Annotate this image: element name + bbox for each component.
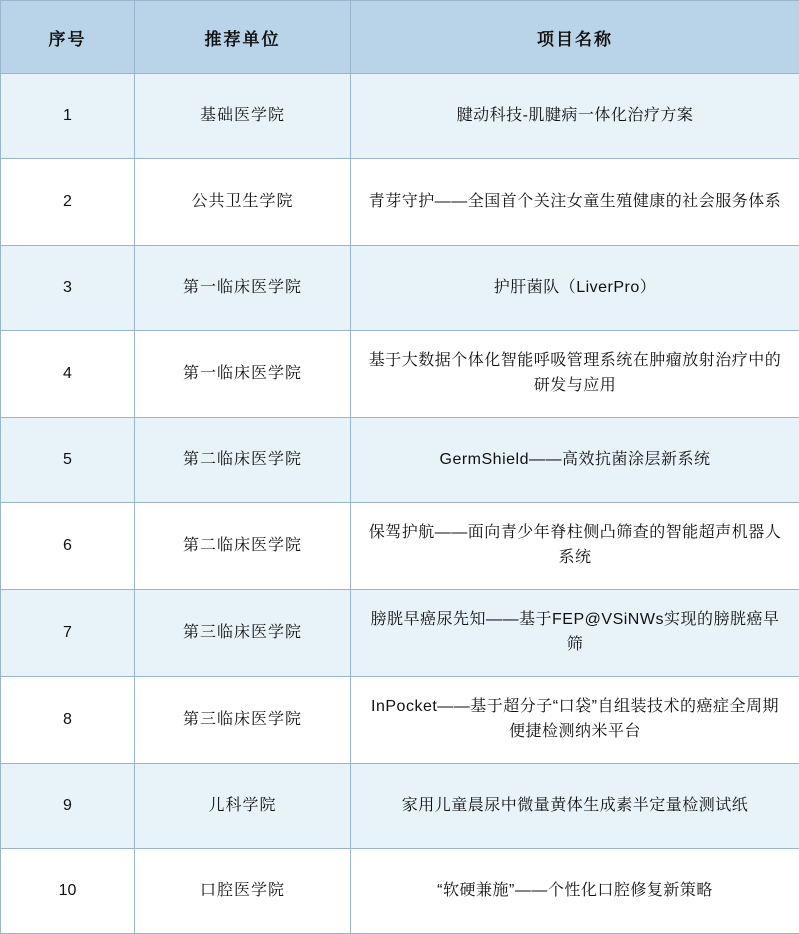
table-row	[1, 331, 799, 418]
column-header-name: 项目名称	[351, 1, 799, 74]
table-header-row	[1, 1, 799, 74]
cell-unit: 第二临床医学院	[135, 503, 351, 590]
table-row	[1, 159, 799, 246]
cell-project-name: 膀胱早癌尿先知——基于FEP@VSiNWs实现的膀胱癌早筛	[351, 590, 799, 677]
cell-unit: 第三临床医学院	[135, 677, 351, 764]
table-row	[1, 590, 799, 677]
table-row	[1, 74, 799, 159]
cell-unit: 公共卫生学院	[135, 159, 351, 246]
cell-project-name: 青芽守护——全国首个关注女童生殖健康的社会服务体系	[351, 159, 799, 246]
cell-unit: 口腔医学院	[135, 849, 351, 934]
cell-unit: 儿科学院	[135, 764, 351, 849]
cell-index: 7	[1, 590, 135, 677]
cell-unit: 第三临床医学院	[135, 590, 351, 677]
cell-unit: 第二临床医学院	[135, 418, 351, 503]
cell-index: 10	[1, 849, 135, 934]
cell-index: 2	[1, 159, 135, 246]
cell-index: 9	[1, 764, 135, 849]
cell-project-name: “软硬兼施”——个性化口腔修复新策略	[351, 849, 799, 934]
cell-project-name: 家用儿童晨尿中微量黄体生成素半定量检测试纸	[351, 764, 799, 849]
cell-index: 8	[1, 677, 135, 764]
cell-project-name: InPocket——基于超分子“口袋”自组装技术的癌症全周期便捷检测纳米平台	[351, 677, 799, 764]
column-header-index: 序号	[1, 1, 135, 74]
cell-project-name: 保驾护航——面向青少年脊柱侧凸筛查的智能超声机器人系统	[351, 503, 799, 590]
table-row	[1, 677, 799, 764]
cell-project-name: 护肝菌队（LiverPro）	[351, 246, 799, 331]
cell-index: 3	[1, 246, 135, 331]
cell-index: 6	[1, 503, 135, 590]
cell-unit: 第一临床医学院	[135, 246, 351, 331]
cell-unit: 第一临床医学院	[135, 331, 351, 418]
cell-project-name: 基于大数据个体化智能呼吸管理系统在肿瘤放射治疗中的研发与应用	[351, 331, 799, 418]
cell-project-name: GermShield——高效抗菌涂层新系统	[351, 418, 799, 503]
cell-index: 5	[1, 418, 135, 503]
table-row	[1, 764, 799, 849]
cell-unit: 基础医学院	[135, 74, 351, 159]
table-row	[1, 849, 799, 934]
table-row	[1, 246, 799, 331]
cell-index: 1	[1, 74, 135, 159]
cell-index: 4	[1, 331, 135, 418]
column-header-unit: 推荐单位	[135, 1, 351, 74]
table-header	[1, 1, 799, 74]
table-row	[1, 503, 799, 590]
table-row	[1, 418, 799, 503]
cell-project-name: 腱动科技-肌腱病一体化治疗方案	[351, 74, 799, 159]
table-body	[1, 74, 799, 934]
